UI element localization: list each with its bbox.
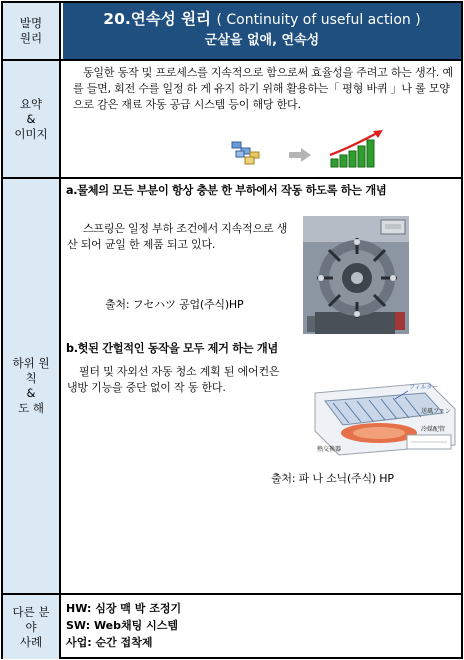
- label-principle: [3, 3, 61, 59]
- diagram-label-pipe: 冷媒配管: [421, 426, 446, 433]
- label-sub-line2: 칙: [25, 371, 37, 385]
- label-other-line1: 다른 분: [12, 604, 50, 619]
- sub-principle-a-source: 출처: フセハツ 공업(주식)HP: [105, 298, 244, 311]
- other-field-examples: [63, 595, 461, 657]
- stacked-blocks-icon: [231, 139, 265, 167]
- label-principle-line2: 원리: [19, 31, 43, 45]
- label-summary: [3, 61, 61, 177]
- principle-subtitle: 군살을 없애, 연속성: [204, 33, 320, 48]
- example-business: 사업: 순간 접착제: [66, 636, 153, 649]
- label-principle-line1: 발명: [19, 16, 43, 30]
- label-summary-line2: &: [26, 111, 36, 126]
- principle-title: [63, 9, 461, 30]
- sub-principle-a-text: 스프링은 일정 부하 조건에서 지속적으로 생산 되어 균일 한 제품 되고 있다.: [67, 222, 288, 251]
- principle-sheet: [1, 1, 463, 659]
- sub-principle-a-title: a.물체의 모든 부분이 항상 충분 한 부하에서 작동 하도록 하는 개념: [66, 184, 387, 197]
- summary-text: 동일한 동작 및 프로세스를 지속적으로 함으로써 효율성을 주려고 하는 생각. 예를 들면, 회전 수를 일정 하 게 유지 하기 위해 활용하는「 평형 바퀴 」나 롤 모양으로 감은 재료 자동 공급 시스템 등이 해당 한다.: [73, 66, 453, 111]
- label-sub-line4: 도 해: [18, 401, 44, 415]
- sub-principles-section: [63, 179, 461, 593]
- example-sw: SW: Web채팅 시스템: [66, 619, 178, 632]
- label-summary-line3: 이미지: [14, 126, 48, 141]
- label-sub-line1: 하위 원: [12, 356, 50, 370]
- diagram-label-heat-exchanger: 熱交換器: [317, 446, 342, 453]
- gray-arrow-icon: [289, 148, 311, 162]
- principle-number-title: 20.연속성 원리: [103, 10, 212, 28]
- label-other-line2: 야: [25, 619, 37, 634]
- air-conditioner-diagram: [309, 375, 459, 461]
- principle-header: [63, 3, 461, 59]
- example-hw: HW: 심장 맥 박 조정기: [66, 602, 182, 615]
- label-other-fields: [3, 595, 61, 659]
- sub-principle-b-text: 필터 및 자외선 자동 청소 계획 된 에어컨은 냉방 기능을 중단 없이 작 동 한다.: [67, 365, 280, 394]
- diagram-label-filter: フィルター: [409, 384, 439, 391]
- label-other-line3: 사례: [19, 634, 43, 649]
- sub-principle-b-source: 출처: 파 나 소닉(주식) HP: [271, 472, 394, 485]
- label-sub-line3: &: [26, 386, 36, 400]
- principle-english-title: ( Continuity of useful action ): [216, 12, 421, 28]
- diagram-label-fan: 送風ファン: [421, 408, 451, 415]
- label-summary-line1: 요약: [19, 96, 43, 111]
- rising-bar-chart-icon: [329, 129, 385, 169]
- spring-machine-image: [303, 216, 409, 334]
- sub-principle-b-title: b.헛된 간헐적인 동작을 모두 제거 하는 개념: [66, 342, 278, 355]
- label-sub-principles: [3, 179, 61, 593]
